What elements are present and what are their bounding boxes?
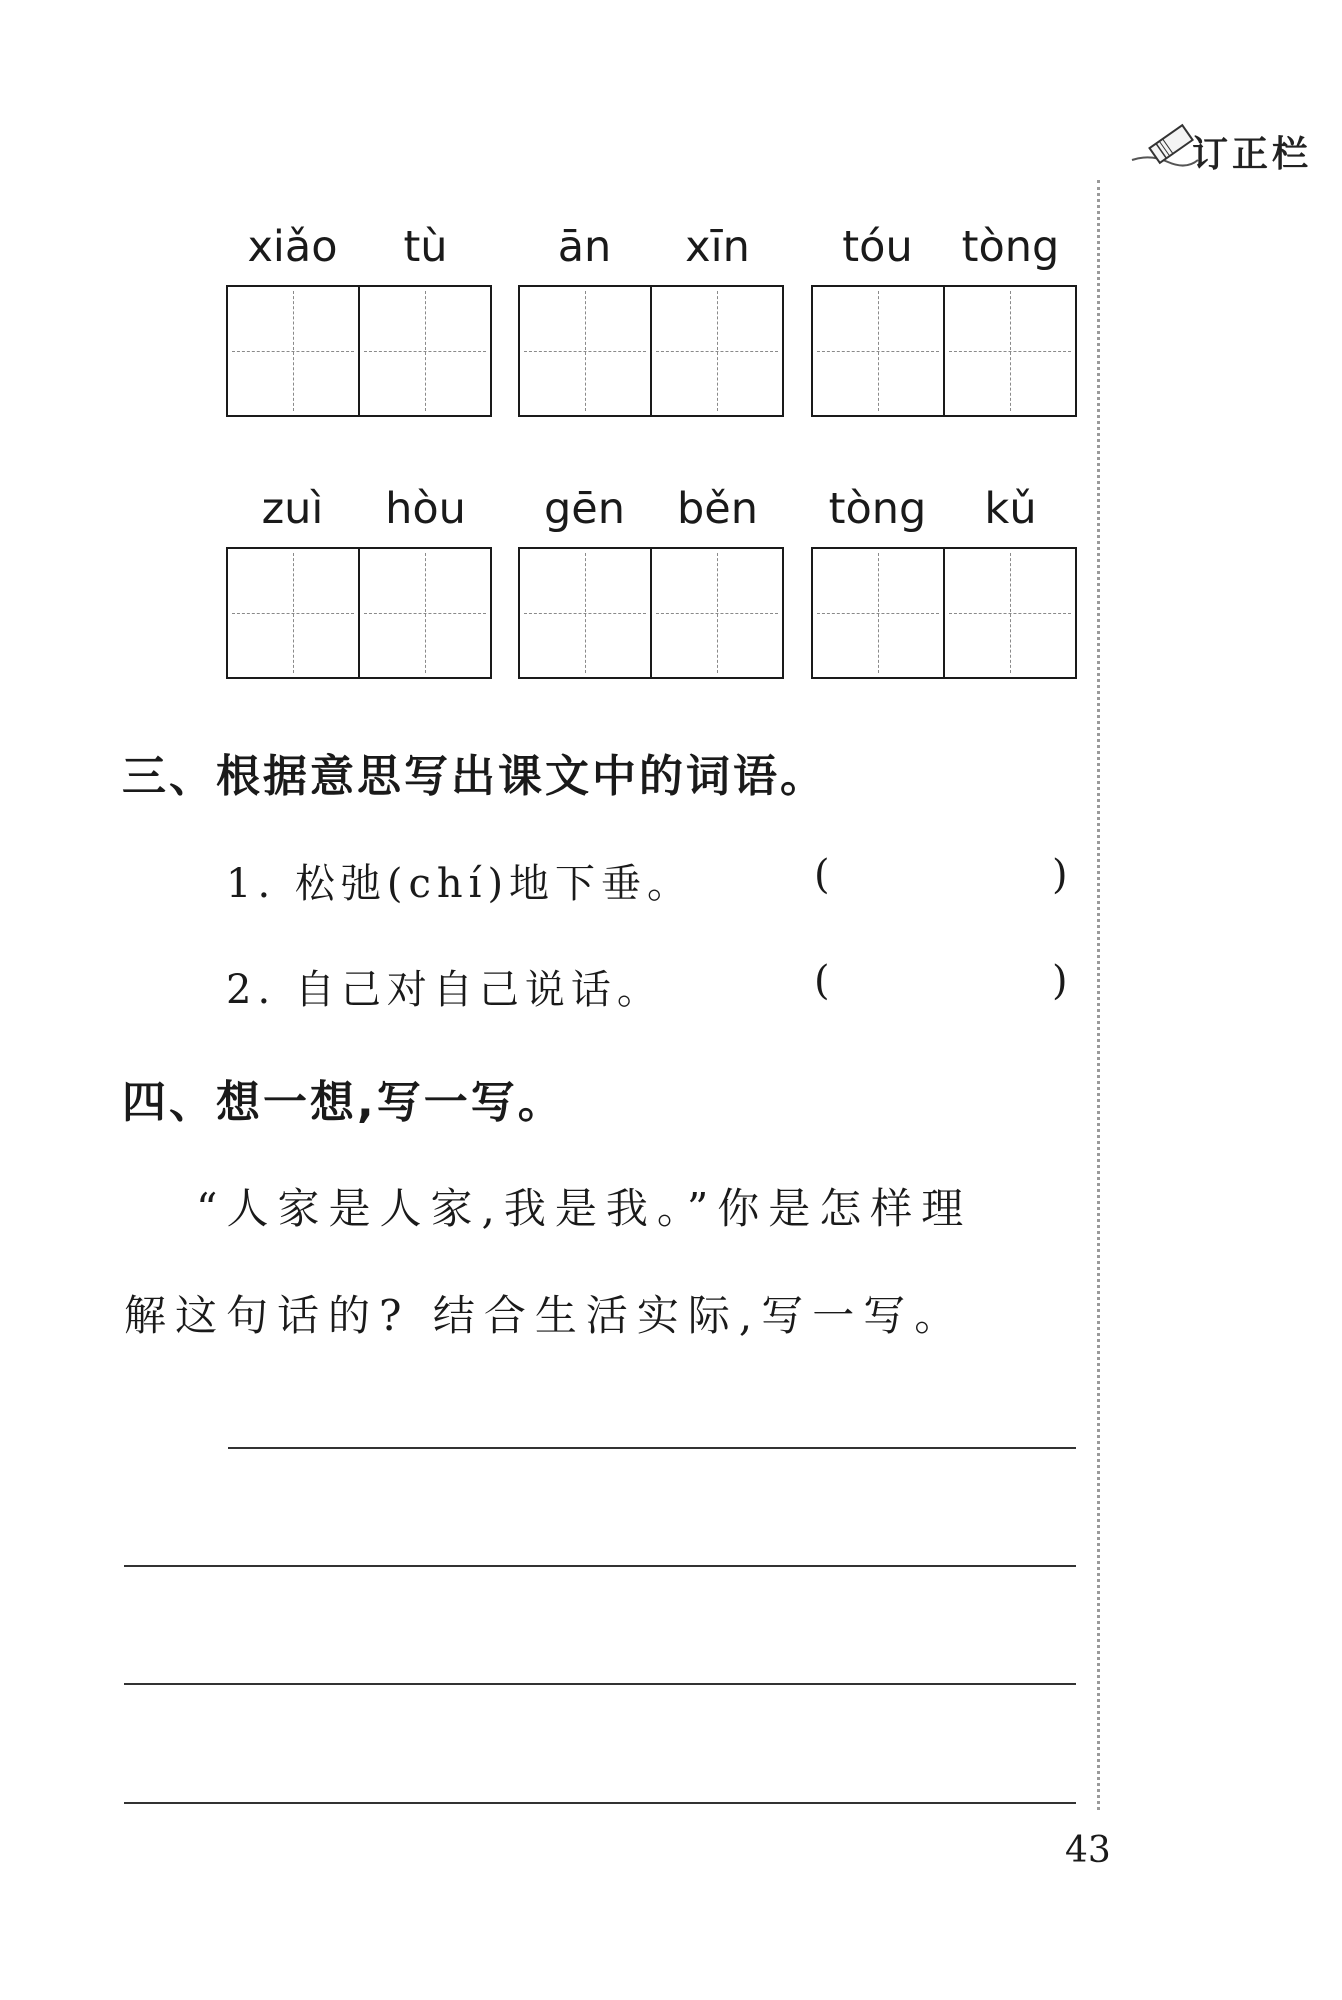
answer-writing-line[interactable] [124, 1565, 1076, 1567]
item-prompt: 1. 松弛(chí)地下垂。 [226, 861, 694, 907]
answer-writing-line[interactable] [228, 1447, 1076, 1449]
pinyin-row [0, 222, 1342, 282]
writing-grid-pair[interactable] [226, 547, 492, 679]
section-4-prompt-line-2: 解这句话的? 结合生活实际,写一写。 [124, 1291, 966, 1340]
writing-grid-pair[interactable] [811, 547, 1077, 679]
writing-cell[interactable] [650, 549, 782, 677]
writing-cell[interactable] [228, 287, 358, 415]
pinyin-row [0, 484, 1342, 544]
answer-writing-line[interactable] [124, 1802, 1076, 1804]
writing-grid-pair[interactable] [811, 285, 1077, 417]
answer-paren-open: ( [814, 958, 836, 1004]
writing-cell[interactable] [650, 287, 782, 415]
pinyin-syllable: běn [676, 484, 758, 534]
pinyin-syllable: gēn [543, 484, 625, 534]
writing-cell[interactable] [358, 287, 490, 415]
section-3-item [226, 958, 1086, 1018]
answer-paren-open: ( [814, 852, 836, 898]
pinyin-syllable: xīn [685, 222, 750, 272]
pinyin-syllable: tù [403, 222, 448, 272]
writing-cell[interactable] [520, 549, 650, 677]
writing-cell[interactable] [813, 549, 943, 677]
section-3-title: 三、根据意思写出课文中的词语。 [122, 751, 827, 802]
section-3-item [226, 852, 1086, 912]
pinyin-syllable: xiǎo [247, 222, 338, 272]
page-number: 43 [1065, 1830, 1111, 1871]
correction-column-header [1100, 118, 1330, 178]
writing-cell[interactable] [228, 549, 358, 677]
answer-writing-line[interactable] [124, 1683, 1076, 1685]
answer-paren-close: ) [1052, 958, 1074, 1004]
correction-column-divider [1097, 180, 1100, 1810]
pinyin-syllable: tòng [961, 222, 1060, 272]
pencil-eraser-icon [1130, 118, 1200, 178]
writing-cell[interactable] [943, 287, 1075, 415]
writing-cell[interactable] [813, 287, 943, 415]
writing-grid-pair[interactable] [226, 285, 492, 417]
pinyin-syllable: hòu [385, 484, 466, 534]
section-4-title: 四、想一想,写一写。 [122, 1077, 565, 1128]
answer-paren-close: ) [1052, 852, 1074, 898]
section-4-prompt-line-1: “人家是人家,我是我。”你是怎样理 [196, 1184, 973, 1233]
writing-grid-pair[interactable] [518, 547, 784, 679]
pinyin-syllable: tóu [842, 222, 913, 272]
writing-cell[interactable] [358, 549, 490, 677]
writing-cell[interactable] [520, 287, 650, 415]
pinyin-syllable: kǔ [984, 484, 1037, 534]
pinyin-syllable: tòng [828, 484, 927, 534]
pinyin-syllable: zuì [261, 484, 324, 534]
writing-cell[interactable] [943, 549, 1075, 677]
writing-grid-pair[interactable] [518, 285, 784, 417]
correction-column-title: 订正栏 [1192, 134, 1313, 175]
item-prompt: 2. 自己对自己说话。 [226, 967, 663, 1013]
pinyin-syllable: ān [557, 222, 612, 272]
